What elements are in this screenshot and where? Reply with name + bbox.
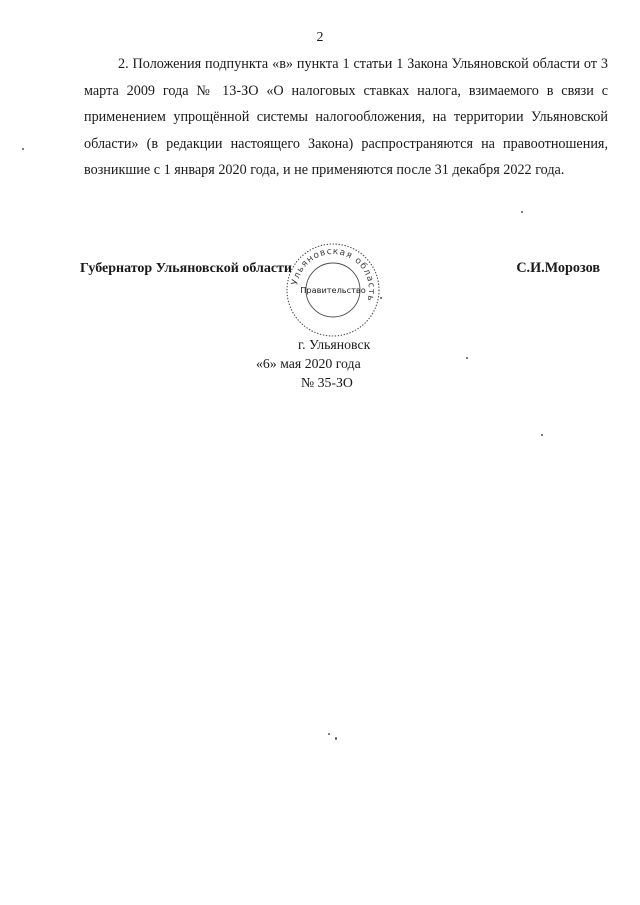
government-seal-icon xyxy=(283,240,383,340)
scan-speck xyxy=(521,211,523,213)
city-line: г. Ульяновск xyxy=(298,337,371,352)
scan-speck xyxy=(466,357,468,359)
law-paragraph: 2. Положения подпункта «в» пункта 1 статьи 1 Закона Ульяновской области от 3 марта 2009 года № 13-ЗО «О налоговых ставках налога, взимаемого в связи с применением упрощённой системы налогообложения, на территории Ульяновской области» (в редакции настоящего Закона) распространяются на правоотношения, возникшие с 1 января 2020 года, и не применяются после 31 декабря 2022 года. xyxy=(84,56,608,179)
signer-name: С.И.Морозов xyxy=(516,260,600,276)
seal-ring-text: Ульяновская область xyxy=(290,246,377,303)
scan-speck xyxy=(328,733,330,735)
scan-speck xyxy=(22,148,24,150)
page-number: 2 xyxy=(316,30,324,45)
seal-center-text: Правительство xyxy=(300,285,366,295)
scan-speck xyxy=(335,737,337,740)
scan-speck xyxy=(380,297,382,299)
signer-title: Губернатор Ульяновской области xyxy=(80,261,292,276)
scan-speck xyxy=(541,434,543,436)
date-line: «6» мая 2020 года xyxy=(256,356,361,371)
law-number-line: № 35-ЗО xyxy=(301,375,353,390)
